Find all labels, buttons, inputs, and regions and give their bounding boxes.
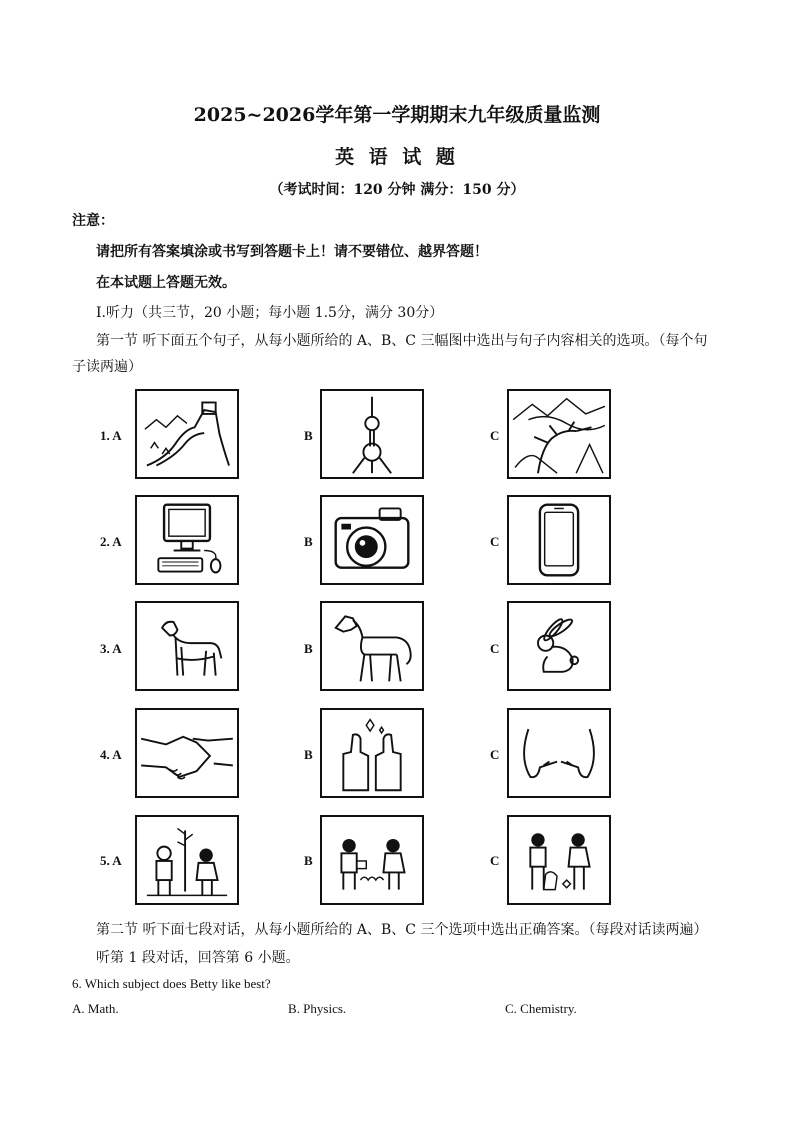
section1-instruction: 第一节 听下面五个句子，从每小题所给的 A、B、C 三幅图中选出与句子内容相关的选项。（每个句	[96, 333, 708, 349]
q3-c-label: C	[490, 641, 500, 656]
q3-option-a[interactable]	[135, 601, 239, 691]
notice-line-2: 在本试题上答题无效。	[96, 275, 236, 291]
q4-c-label: C	[490, 747, 500, 762]
q2-b-label: B	[304, 534, 313, 549]
thumbs-up-icon	[322, 710, 422, 796]
oriental-pearl-tower-icon	[322, 391, 422, 477]
dog-icon	[137, 603, 237, 689]
q6-option-a[interactable]: A. Math.	[72, 1001, 119, 1016]
section2-instruction: 第二节 听下面七段对话，从每小题所给的 A、B、C 三个选项中选出正确答案。（每段对话读两遍）	[96, 922, 708, 938]
q5-c-label: C	[490, 853, 500, 868]
q4-option-c[interactable]	[507, 708, 611, 798]
q1-label: 1. A	[100, 428, 122, 443]
q2-option-c[interactable]	[507, 495, 611, 585]
great-wall-icon	[137, 391, 237, 477]
section1-instruction-cont: 子读两遍）	[72, 359, 142, 375]
picking-trash-icon	[509, 817, 609, 903]
dialog1-instruction: 听第 1 段对话，回答第 6 小题。	[96, 950, 300, 966]
q2-option-a[interactable]	[135, 495, 239, 585]
q4-label: 4. A	[100, 747, 122, 762]
bow-hands-icon	[509, 710, 609, 796]
planting-tree-icon	[137, 817, 237, 903]
q6-option-c[interactable]: C. Chemistry.	[505, 1001, 577, 1016]
subject-title: 英 语 试 题	[335, 146, 459, 168]
rabbit-icon	[509, 603, 609, 689]
q5-label: 5. A	[100, 853, 122, 868]
handshake-icon	[137, 710, 237, 796]
exam-info: （考试时间：120 分钟 满分：150 分）	[269, 182, 525, 198]
q3-option-b[interactable]	[320, 601, 424, 691]
notice-label: 注意：	[72, 213, 114, 229]
q5-option-a[interactable]	[135, 815, 239, 905]
q1-option-a[interactable]	[135, 389, 239, 479]
q6-option-b[interactable]: B. Physics.	[288, 1001, 347, 1016]
horse-icon	[322, 603, 422, 689]
q3-option-c[interactable]	[507, 601, 611, 691]
notice-line-1: 请把所有答案填涂或书写到答题卡上！请不要错位、越界答题！	[96, 244, 488, 260]
q2-option-b[interactable]	[320, 495, 424, 585]
listening-heading: I.听力（共三节，20 小题；每小题 1.5分，满分 30分）	[96, 305, 444, 321]
smartphone-icon	[509, 497, 609, 583]
q2-c-label: C	[490, 534, 500, 549]
q3-label: 3. A	[100, 641, 122, 656]
q3-b-label: B	[304, 641, 313, 656]
q1-c-label: C	[490, 428, 500, 443]
q2-label: 2. A	[100, 534, 122, 549]
q1-b-label: B	[304, 428, 313, 443]
q4-option-b[interactable]	[320, 708, 424, 798]
q5-option-b[interactable]	[320, 815, 424, 905]
exam-title: 2025~2026学年第一学期期末九年级质量监测	[193, 104, 601, 126]
watering-plants-icon	[322, 817, 422, 903]
computer-icon	[137, 497, 237, 583]
pine-mountain-icon	[509, 391, 609, 477]
q4-option-a[interactable]	[135, 708, 239, 798]
q5-option-c[interactable]	[507, 815, 611, 905]
q5-b-label: B	[304, 853, 313, 868]
q1-option-c[interactable]	[507, 389, 611, 479]
q4-b-label: B	[304, 747, 313, 762]
q1-option-b[interactable]	[320, 389, 424, 479]
camera-icon	[322, 497, 422, 583]
q6-question: 6. Which subject does Betty like best?	[72, 976, 271, 991]
